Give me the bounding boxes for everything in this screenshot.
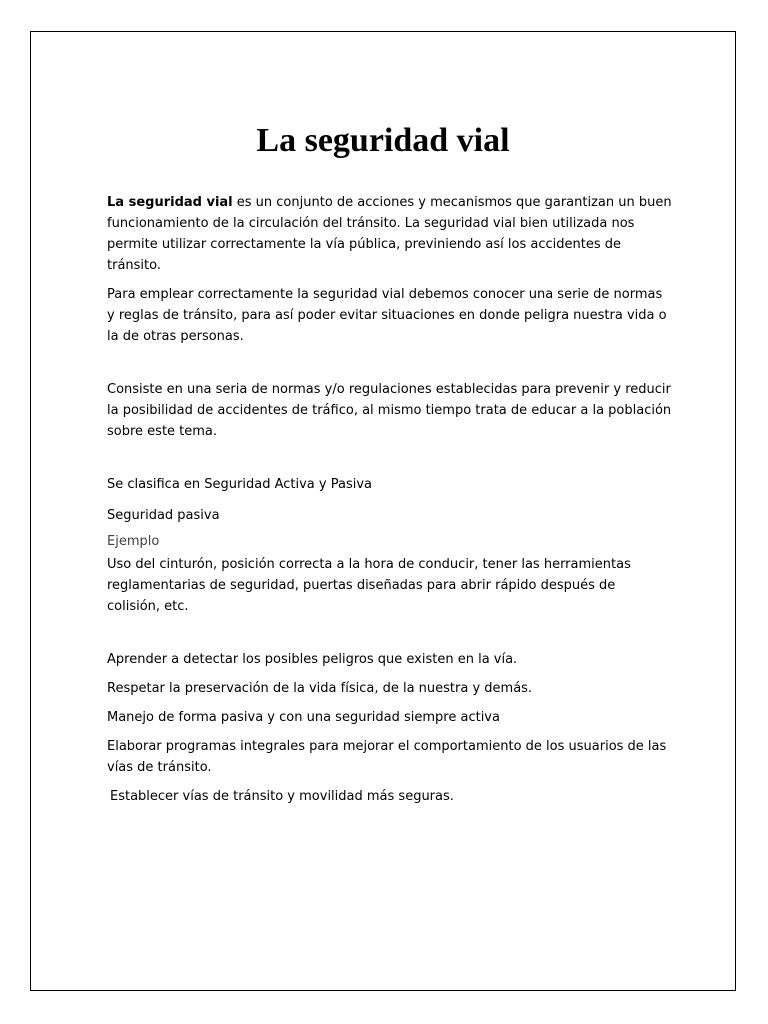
list-item: Establecer vías de tránsito y movilidad más seguras.: [110, 789, 454, 804]
intro-text: es un conjunto de acciones y mecanismos que garantizan un buen funcionamiento de la circulación del tránsito. La seguridad vial bien utilizada nos permite utilizar correctamente la vía pública, previniendo así los accidentes de tránsito.: [107, 195, 672, 273]
classification-line: Se clasifica en Seguridad Activa y Pasiva: [107, 477, 373, 492]
document-body: [107, 162, 672, 815]
example-label: Ejemplo: [107, 534, 160, 549]
intro-paragraph: [107, 192, 672, 276]
list-item: Respetar la preservación de la vida física, de la nuestra y demás.: [107, 681, 533, 696]
example-text: Uso del cinturón, posición correcta a la hora de conducir, tener las herramientas reglamentarias de seguridad, puertas diseñadas para abrir rápido después de colisión, etc.: [107, 557, 631, 614]
passive-heading: Seguridad pasiva: [107, 508, 220, 523]
intro-bold-term: La seguridad vial: [107, 195, 233, 210]
list-item: Elaborar programas integrales para mejorar el comportamiento de los usuarios de las vías de tránsito.: [107, 739, 667, 775]
list-item: Aprender a detectar los posibles peligros que existen en la vía.: [107, 652, 518, 667]
paragraph-normas: Para emplear correctamente la seguridad vial debemos conocer una serie de normas y reglas de tránsito, para así poder evitar situaciones en donde peligra nuestra vida o la de otras personas.: [107, 287, 667, 344]
document-title: La seguridad vial: [256, 122, 510, 159]
document-page: [30, 31, 736, 991]
list-item: Manejo de forma pasiva y con una seguridad siempre activa: [107, 710, 500, 725]
paragraph-consiste: Consiste en una seria de normas y/o regulaciones establecidas para prevenir y reducir la posibilidad de accidentes de tráfico, al mismo tiempo trata de educar a la población sobre este tema.: [107, 382, 672, 439]
